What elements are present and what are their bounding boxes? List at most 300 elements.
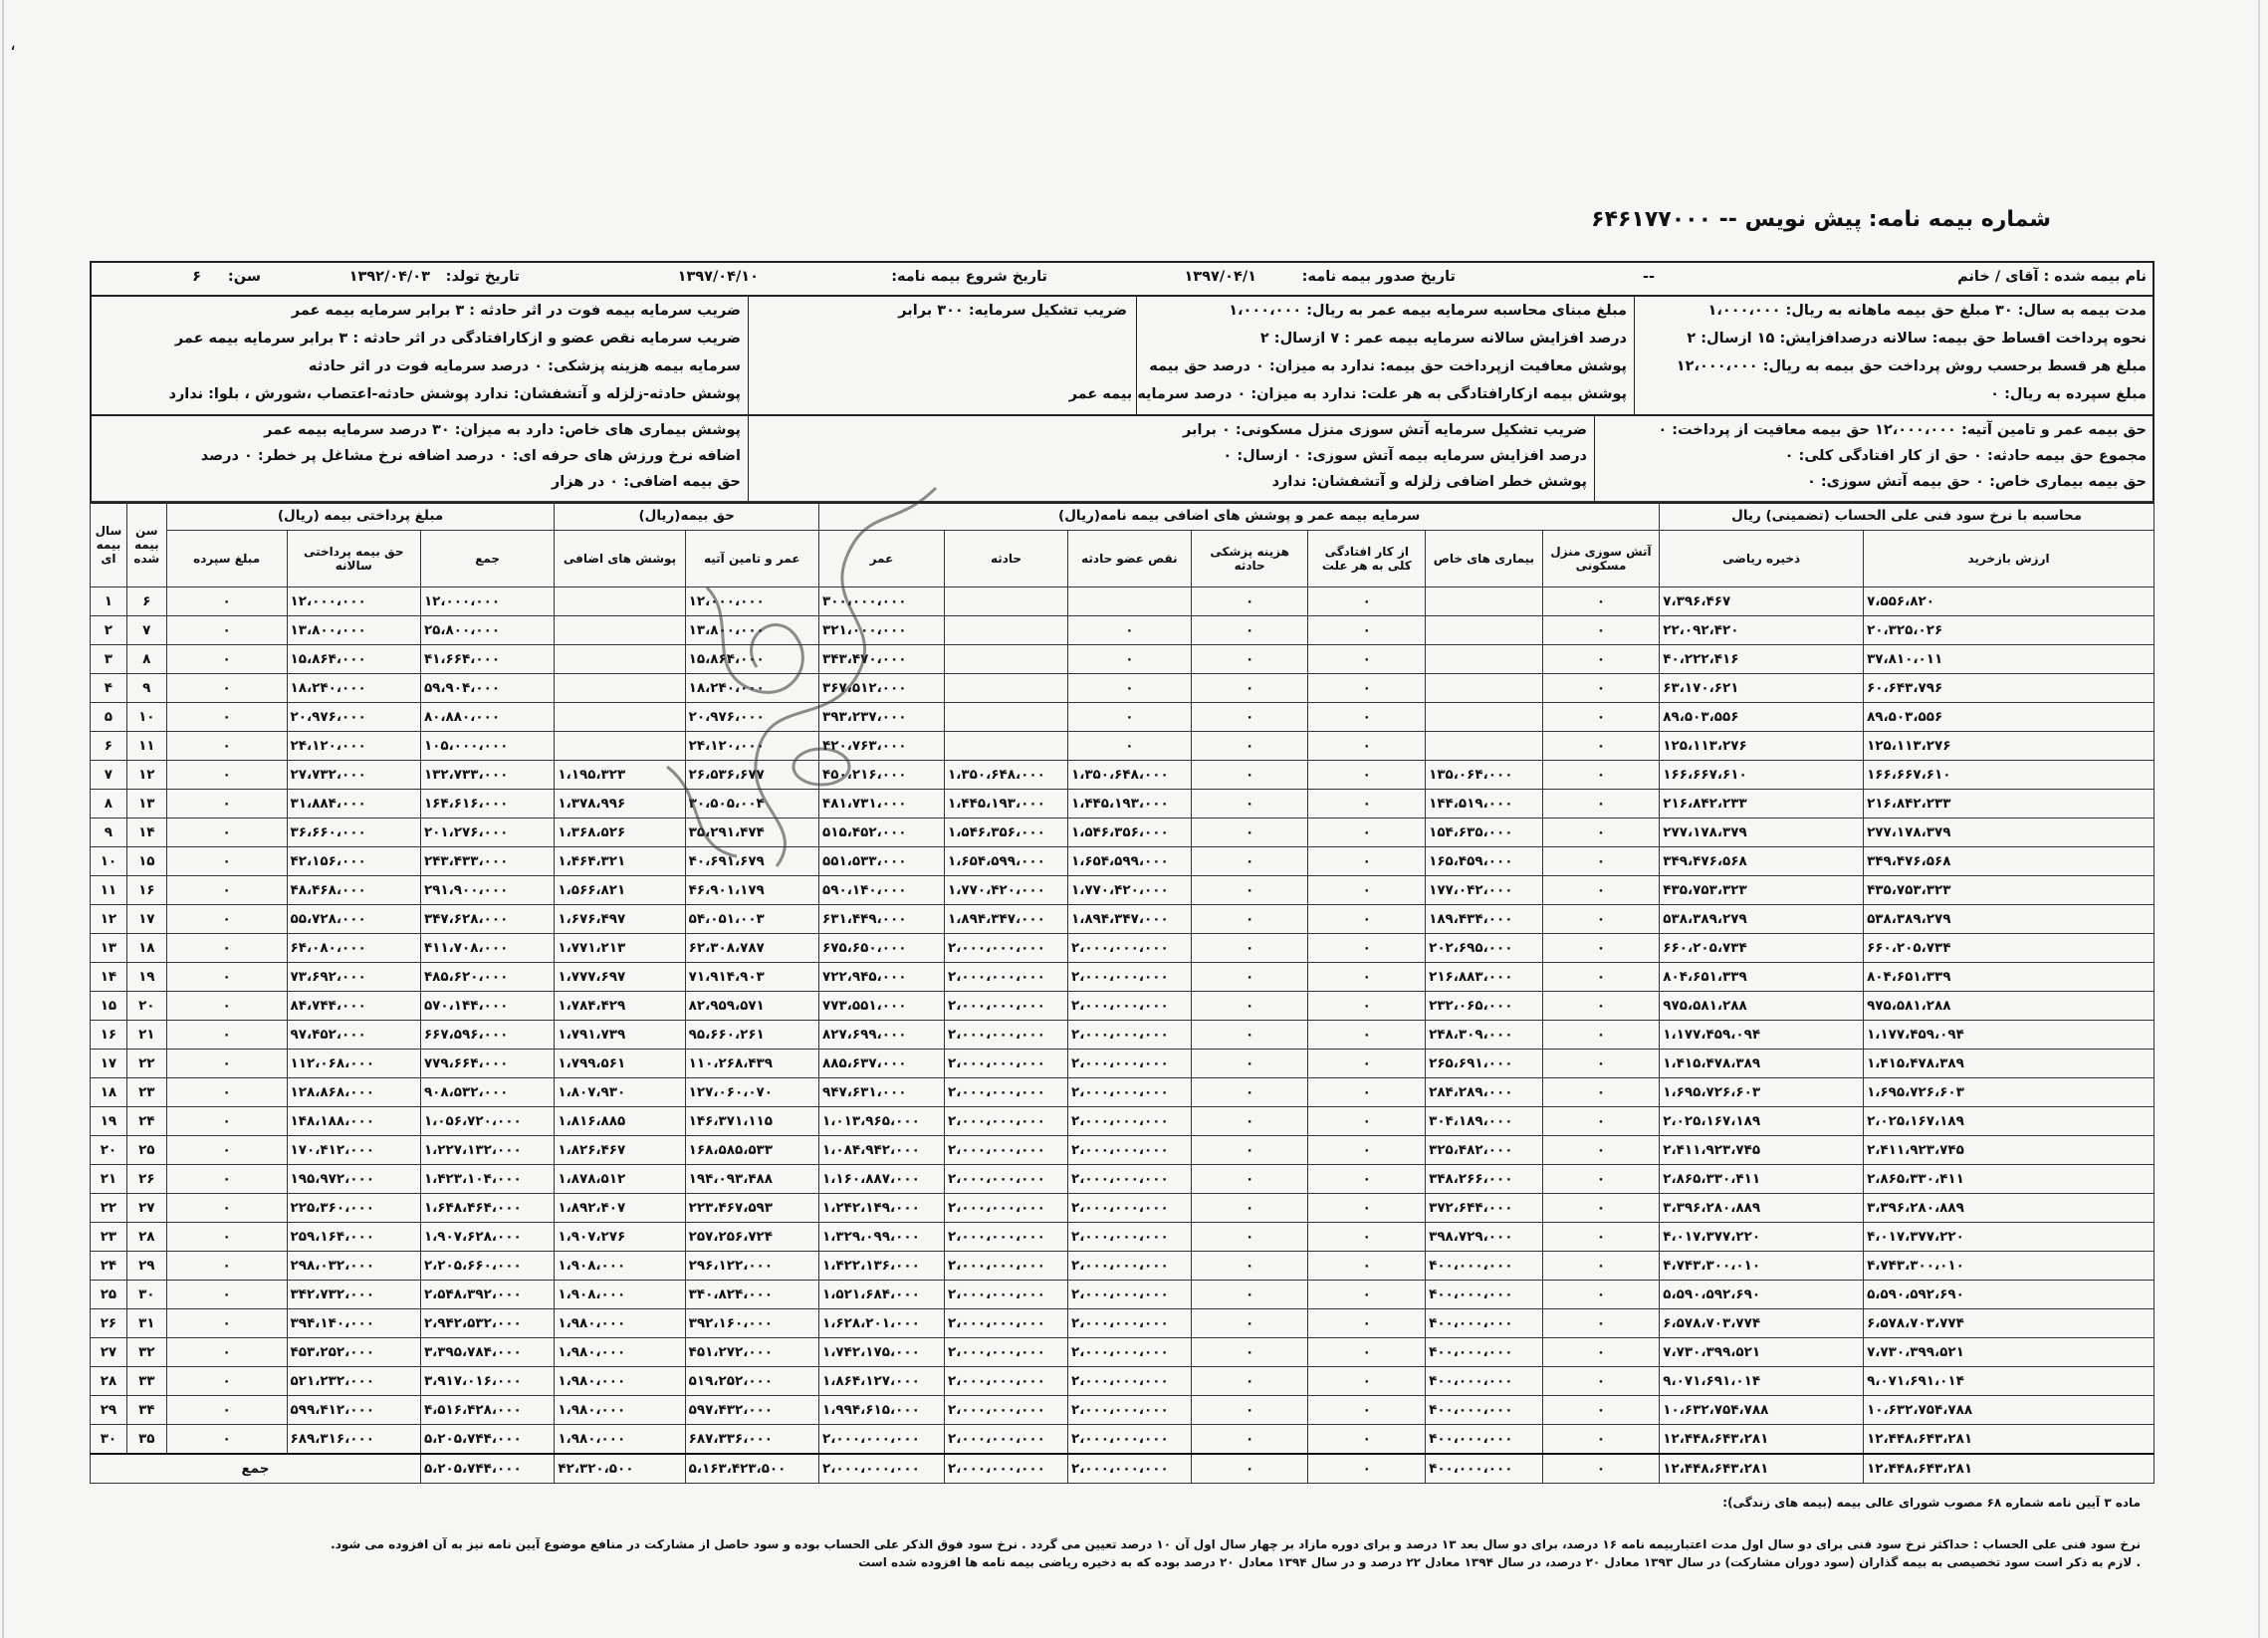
table-cell: ۰ [1067, 645, 1191, 674]
table-cell: ۰ [1308, 905, 1426, 934]
table-cell: ۱،۸۰۷،۹۳۰ [555, 1078, 685, 1107]
table-cell: ۲۸ [91, 1367, 127, 1396]
table-cell: ۰ [166, 1021, 287, 1050]
table-cell: ۴،۵۱۶،۴۲۸،۰۰۰ [420, 1396, 554, 1425]
table-cell: ۴۰۰،۰۰۰،۰۰۰ [1426, 1281, 1543, 1309]
table-cell: ۱،۲۲۷،۱۳۲،۰۰۰ [420, 1136, 554, 1165]
table-cell: ۲۶ [91, 1309, 127, 1338]
table-row [91, 761, 2155, 790]
insured-info-row [92, 263, 2153, 297]
footer-note-3: . لازم به ذکر است سود تخصیصی به بیمه گذاران (سود دوران مشارکت) در سال ۱۳۹۳ معادل ۲۰ درصد، در سال ۱۳۹۴ معادل ۲۲ درصد و در سال ۱۳۹۴ معادل ۲۰ درصد بوده که به ذخیره ریاضی بیمه نامه ها افزوده شده است [858, 1555, 2141, 1569]
table-cell: ۰ [166, 1136, 287, 1165]
table-cell: ۰ [1308, 1223, 1426, 1252]
b1-c1-line1: مدت بیمه به سال: ۳۰ مبلغ حق بیمه ماهانه به ریال: ۱،۰۰۰،۰۰۰ [1707, 303, 2147, 319]
insured-label: نام بیمه شده : آقای / خانم [1957, 269, 2147, 285]
column-header: آتش سوزی منزل مسکونی [1542, 531, 1660, 587]
table-cell: ۴۵۰،۲۱۶،۰۰۰ [819, 761, 945, 790]
table-cell: ۰ [1191, 1425, 1308, 1455]
b2-c2-line3: پوشش خطر اضافی زلزله و آتشفشان: ندارد [1271, 474, 1587, 490]
table-cell: ۴ [91, 674, 127, 703]
table-cell: ۳۱،۸۸۴،۰۰۰ [287, 790, 420, 819]
coverage-block-1 [92, 297, 2153, 416]
table-cell: ۲۴،۱۲۰،۰۰۰ [287, 732, 420, 761]
table-cell: ۰ [166, 934, 287, 963]
table-cell: ۰ [1308, 1252, 1426, 1281]
table-cell: ۶۳،۱۷۰،۶۲۱ [1660, 674, 1864, 703]
table-cell: ۳،۳۹۶،۲۸۰،۸۸۹ [1864, 1194, 2155, 1223]
sum-cell: ۰ [1191, 1454, 1308, 1484]
table-cell: ۵۱۹،۲۵۲،۰۰۰ [685, 1367, 818, 1396]
column-header: نقص عضو حادثه [1067, 531, 1191, 587]
table-cell: ۲،۰۰۰،۰۰۰،۰۰۰ [1067, 1021, 1191, 1050]
table-cell: ۲۰ [126, 992, 166, 1021]
b2-c3-line1: پوشش بیماری های خاص: دارد به میزان: ۳۰ درصد سرمایه بیمه عمر [264, 422, 741, 438]
table-cell: ۱۶ [126, 876, 166, 905]
table-cell: ۷،۷۳۰،۳۹۹،۵۲۱ [1864, 1338, 2155, 1367]
table-cell: ۰ [1191, 1396, 1308, 1425]
table-cell: ۸۹،۵۰۳،۵۵۶ [1864, 703, 2155, 732]
sum-cell: ۱۲،۴۴۸،۶۴۳،۲۸۱ [1864, 1454, 2155, 1484]
table-cell [945, 674, 1068, 703]
column-header: ارزش بازخرید [1864, 531, 2155, 587]
table-cell: ۱،۵۲۱،۶۸۴،۰۰۰ [819, 1281, 945, 1309]
table-cell: ۲،۰۰۰،۰۰۰،۰۰۰ [945, 1425, 1068, 1455]
table-cell: ۲،۸۶۵،۳۳۰،۴۱۱ [1864, 1165, 2155, 1194]
table-cell: ۳۲ [126, 1338, 166, 1367]
table-cell: ۱۷ [126, 905, 166, 934]
table-row [91, 1194, 2155, 1223]
table-cell: ۲،۴۱۱،۹۲۳،۷۴۵ [1660, 1136, 1864, 1165]
table-cell: ۷۳،۶۹۲،۰۰۰ [287, 963, 420, 992]
sum-cell: ۰ [1542, 1454, 1660, 1484]
table-cell: ۲۳۲،۰۶۵،۰۰۰ [1426, 992, 1543, 1021]
table-cell: ۲۳ [91, 1223, 127, 1252]
table-cell: ۱،۷۴۲،۱۷۵،۰۰۰ [819, 1338, 945, 1367]
table-cell: ۲،۰۰۰،۰۰۰،۰۰۰ [819, 1425, 945, 1455]
table-cell: ۱،۶۴۸،۴۶۴،۰۰۰ [420, 1194, 554, 1223]
table-row [91, 1252, 2155, 1281]
table-cell: ۰ [1191, 1107, 1308, 1136]
table-cell: ۱۱ [91, 876, 127, 905]
table-cell: ۰ [1308, 1338, 1426, 1367]
table-cell: ۲۶ [126, 1165, 166, 1194]
table-cell: ۱،۹۰۸،۰۰۰ [555, 1281, 685, 1309]
table-row [91, 963, 2155, 992]
table-cell: ۱،۹۸۰،۰۰۰ [555, 1396, 685, 1425]
table-cell: ۱۲،۰۰۰،۰۰۰ [420, 587, 554, 616]
table-cell: ۰ [166, 1165, 287, 1194]
table-cell: ۰ [1308, 1425, 1426, 1455]
table-cell: ۰ [1308, 732, 1426, 761]
group-calc: محاسبه با نرخ سود فنی علی الحساب (تضمینی) ریال [1660, 502, 2155, 531]
table-cell: ۰ [1308, 645, 1426, 674]
table-cell: ۲۶۵،۶۹۱،۰۰۰ [1426, 1050, 1543, 1078]
table-cell: ۱۱ [126, 732, 166, 761]
table-cell: ۴۰،۲۲۲،۴۱۶ [1660, 645, 1864, 674]
table-cell: ۹،۰۷۱،۶۹۱،۰۱۴ [1660, 1367, 1864, 1396]
b1-c1-line4: مبلغ سپرده به ریال: ۰ [1990, 386, 2147, 402]
column-header: ذخیره ریاضی [1660, 531, 1864, 587]
table-cell: ۰ [1191, 992, 1308, 1021]
table-cell: ۱،۱۶۰،۸۸۷،۰۰۰ [819, 1165, 945, 1194]
table-cell: ۲،۰۰۰،۰۰۰،۰۰۰ [1067, 1136, 1191, 1165]
table-cell: ۸۰۴،۶۵۱،۳۳۹ [1864, 963, 2155, 992]
table-cell: ۰ [1308, 1281, 1426, 1309]
table-cell: ۱۱۲،۰۶۸،۰۰۰ [287, 1050, 420, 1078]
table-cell: ۳۹۴،۱۴۰،۰۰۰ [287, 1309, 420, 1338]
table-cell: ۰ [1542, 1021, 1660, 1050]
table-cell: ۳۰ [126, 1281, 166, 1309]
table-cell: ۱،۰۸۴،۹۴۲،۰۰۰ [819, 1136, 945, 1165]
table-cell: ۰ [1191, 1136, 1308, 1165]
table-cell: ۳۴۹،۴۷۶،۵۶۸ [1864, 847, 2155, 876]
table-cell: ۱،۵۴۶،۳۵۶،۰۰۰ [1067, 819, 1191, 847]
table-cell: ۴،۰۱۷،۳۷۷،۲۲۰ [1864, 1223, 2155, 1252]
column-header: عمر [819, 531, 945, 587]
footer-note-2: نرخ سود فنی علی الحساب : حداکثر نرخ سود فنی برای دو سال اول مدت اعتباربیمه نامه ۱۶ درصد، برای دو سال بعد ۱۳ درصد و برای دوره مازاد بر چهار سال اول آن ۱۰ درصد تعیین می گردد . نرخ سود فوق الذکر علی الحساب بوده و سود حاصل از مشارکت در منافع موضوع آیین نامه نیز به آن افزوده می شود. [331, 1537, 2141, 1551]
sum-row [91, 1454, 2155, 1484]
table-cell: ۲،۰۰۰،۰۰۰،۰۰۰ [1067, 1223, 1191, 1252]
table-cell: ۰ [1542, 1396, 1660, 1425]
group-header-row [91, 502, 2155, 531]
table-cell: ۰ [1308, 934, 1426, 963]
table-cell: ۱،۴۱۵،۴۷۸،۳۸۹ [1660, 1050, 1864, 1078]
table-cell: ۳۵ [126, 1425, 166, 1455]
table-cell: ۱،۶۷۶،۴۹۷ [555, 905, 685, 934]
table-cell [945, 645, 1068, 674]
table-cell: ۲۷،۷۳۲،۰۰۰ [287, 761, 420, 790]
table-cell: ۰ [1191, 645, 1308, 674]
table-row [91, 847, 2155, 876]
table-cell: ۱۳۵،۰۶۴،۰۰۰ [1426, 761, 1543, 790]
table-cell: ۴،۰۱۷،۳۷۷،۲۲۰ [1660, 1223, 1864, 1252]
sum-cell: ۲،۰۰۰،۰۰۰،۰۰۰ [945, 1454, 1068, 1484]
table-cell: ۲۱۶،۸۴۲،۲۳۳ [1660, 790, 1864, 819]
table-cell: ۲،۰۰۰،۰۰۰،۰۰۰ [1067, 1165, 1191, 1194]
table-cell: ۵۵،۷۲۸،۰۰۰ [287, 905, 420, 934]
table-cell: ۰ [1308, 616, 1426, 645]
b2-c2-line2: درصد افزایش سرمایه بیمه آتش سوزی: ۰ ازسال: ۰ [1223, 448, 1587, 464]
sum-cell: ۲،۰۰۰،۰۰۰،۰۰۰ [1067, 1454, 1191, 1484]
table-cell: ۴۰۰،۰۰۰،۰۰۰ [1426, 1338, 1543, 1367]
table-cell: ۶۷۵،۶۵۰،۰۰۰ [819, 934, 945, 963]
b1-c2-line4: پوشش بیمه ازکارافتادگی به هر علت: ندارد به میزان: ۰ درصد سرمایه بیمه عمر [1068, 386, 1627, 402]
col-age: سن بیمه شده [126, 502, 166, 587]
table-cell: ۲۱ [91, 1165, 127, 1194]
b1-c1-line3: مبلغ هر قسط برحسب روش پرداخت حق بیمه به ریال: ۱۲،۰۰۰،۰۰۰ [1676, 358, 2147, 374]
table-cell: ۲۱۶،۸۸۳،۰۰۰ [1426, 963, 1543, 992]
column-header: بیماری های خاص [1426, 531, 1543, 587]
table-cell: ۷۱،۹۱۴،۹۰۳ [685, 963, 818, 992]
table-cell [1067, 587, 1191, 616]
table-cell: ۳۴۷،۶۲۸،۰۰۰ [420, 905, 554, 934]
table-cell: ۲۰،۹۷۶،۰۰۰ [287, 703, 420, 732]
column-header-row [91, 531, 2155, 587]
start-date: ۱۳۹۷/۰۴/۱۰ [677, 269, 759, 285]
table-cell: ۹ [126, 674, 166, 703]
table-cell: ۰ [166, 1050, 287, 1078]
b1-c4-line2: ضریب سرمایه نقص عضو و ازکارافتادگی در اثر حادثه : ۳ برابر سرمایه بیمه عمر [174, 331, 741, 347]
table-cell [945, 616, 1068, 645]
table-cell: ۲،۰۰۰،۰۰۰،۰۰۰ [945, 1136, 1068, 1165]
table-cell: ۱،۹۸۰،۰۰۰ [555, 1309, 685, 1338]
table-cell: ۴۰۰،۰۰۰،۰۰۰ [1426, 1252, 1543, 1281]
table-row [91, 1281, 2155, 1309]
projection-rows [91, 587, 2155, 1484]
table-cell: ۰ [166, 1367, 287, 1396]
table-cell [555, 587, 685, 616]
b1-c3-line1: ضریب تشکیل سرمایه: ۳۰۰ برابر [898, 303, 1127, 319]
table-cell: ۱،۳۷۸،۹۹۶ [555, 790, 685, 819]
table-cell: ۵۳۸،۳۸۹،۲۷۹ [1864, 905, 2155, 934]
table-cell: ۰ [1542, 819, 1660, 847]
table-cell: ۲،۰۰۰،۰۰۰،۰۰۰ [945, 1194, 1068, 1223]
table-cell: ۴۵۱،۲۷۲،۰۰۰ [685, 1338, 818, 1367]
table-cell: ۰ [1308, 1107, 1426, 1136]
table-cell: ۰ [1191, 934, 1308, 963]
table-cell: ۱۰،۶۳۲،۷۵۴،۷۸۸ [1864, 1396, 2155, 1425]
table-cell: ۰ [1542, 587, 1660, 616]
table-cell: ۵،۵۹۰،۵۹۲،۶۹۰ [1864, 1281, 2155, 1309]
table-cell: ۰ [1191, 1021, 1308, 1050]
table-cell: ۱۵،۸۶۴،۰۰۰ [287, 645, 420, 674]
corner-mark: ، [10, 34, 16, 55]
table-cell: ۸۰۴،۶۵۱،۳۳۹ [1660, 963, 1864, 992]
table-cell: ۱۸ [126, 934, 166, 963]
table-row [91, 1396, 2155, 1425]
insured-value: -- [1642, 269, 1655, 285]
table-cell: ۳۹۸،۷۲۹،۰۰۰ [1426, 1223, 1543, 1252]
table-cell: ۱،۷۷۰،۴۲۰،۰۰۰ [1067, 876, 1191, 905]
table-cell: ۰ [1542, 674, 1660, 703]
table-cell: ۲۷۷،۱۷۸،۳۷۹ [1864, 819, 2155, 847]
table-cell: ۲،۰۰۰،۰۰۰،۰۰۰ [1067, 1396, 1191, 1425]
table-cell: ۰ [1067, 616, 1191, 645]
table-cell: ۰ [1191, 674, 1308, 703]
table-cell: ۱۳،۸۰۰،۰۰۰ [685, 616, 818, 645]
table-cell: ۰ [1191, 761, 1308, 790]
table-cell: ۲،۰۰۰،۰۰۰،۰۰۰ [1067, 1309, 1191, 1338]
sum-cell: ۵،۲۰۵،۷۴۴،۰۰۰ [420, 1454, 554, 1484]
table-cell: ۳۴۳،۴۷۰،۰۰۰ [819, 645, 945, 674]
table-cell: ۱۲ [91, 905, 127, 934]
issue-date-label: تاریخ صدور بیمه نامه: [1301, 269, 1456, 285]
table-cell: ۱،۹۰۸،۰۰۰ [555, 1252, 685, 1281]
table-cell: ۰ [1191, 1050, 1308, 1078]
table-cell: ۱۲،۰۰۰،۰۰۰ [685, 587, 818, 616]
table-cell [555, 645, 685, 674]
group-coverage: سرمایه بیمه عمر و پوشش های اضافی بیمه نامه(ریال) [819, 502, 1660, 531]
table-cell: ۱ [91, 587, 127, 616]
b1-c4-line3: سرمایه بیمه هزینه پزشکی: ۰ درصد سرمایه فوت در اثر حادثه [308, 358, 741, 374]
table-cell: ۱۹۵،۹۷۲،۰۰۰ [287, 1165, 420, 1194]
table-cell [1426, 645, 1543, 674]
table-cell: ۱۹ [126, 963, 166, 992]
table-cell: ۳۶،۶۶۰،۰۰۰ [287, 819, 420, 847]
table-cell: ۱۷ [91, 1050, 127, 1078]
table-cell: ۲،۰۰۰،۰۰۰،۰۰۰ [1067, 992, 1191, 1021]
table-cell: ۳۴۰،۸۲۴،۰۰۰ [685, 1281, 818, 1309]
table-cell: ۲،۰۰۰،۰۰۰،۰۰۰ [945, 1223, 1068, 1252]
table-cell: ۱،۹۹۴،۶۱۵،۰۰۰ [819, 1396, 945, 1425]
table-cell: ۱،۶۵۴،۵۹۹،۰۰۰ [945, 847, 1068, 876]
birth-date: ۱۳۹۲/۰۴/۰۳ [348, 269, 430, 285]
table-cell: ۰ [1191, 819, 1308, 847]
table-cell: ۰ [1308, 1309, 1426, 1338]
table-cell: ۰ [1542, 1136, 1660, 1165]
table-cell: ۲،۰۰۰،۰۰۰،۰۰۰ [1067, 1281, 1191, 1309]
table-cell: ۹۵،۶۶۰،۲۶۱ [685, 1021, 818, 1050]
table-cell: ۲۱۶،۸۴۲،۲۳۳ [1864, 790, 2155, 819]
table-cell: ۰ [1308, 587, 1426, 616]
b1-c2-line3: پوشش معافیت ازپرداخت حق بیمه: ندارد به میزان: ۰ درصد حق بیمه [1149, 358, 1627, 374]
table-cell: ۱۶ [91, 1021, 127, 1050]
table-cell: ۳۷۲،۶۴۴،۰۰۰ [1426, 1194, 1543, 1223]
table-cell: ۶۰،۶۴۳،۷۹۶ [1864, 674, 2155, 703]
table-cell: ۳۰۰،۰۰۰،۰۰۰ [819, 587, 945, 616]
column-header: هزینه پزشکی حادثه [1191, 531, 1308, 587]
table-cell: ۱،۷۸۴،۴۲۹ [555, 992, 685, 1021]
table-cell: ۲۴ [91, 1252, 127, 1281]
table-row [91, 732, 2155, 761]
table-cell: ۲۷ [91, 1338, 127, 1367]
table-cell: ۱۵۴،۶۳۵،۰۰۰ [1426, 819, 1543, 847]
table-cell: ۱،۷۷۰،۴۲۰،۰۰۰ [945, 876, 1068, 905]
table-cell: ۰ [1191, 1223, 1308, 1252]
table-cell: ۰ [1542, 905, 1660, 934]
table-cell: ۱۲،۴۴۸،۶۴۳،۲۸۱ [1660, 1425, 1864, 1455]
table-cell: ۱،۶۵۴،۵۹۹،۰۰۰ [1067, 847, 1191, 876]
table-cell: ۷،۳۹۶،۴۶۷ [1660, 587, 1864, 616]
table-cell: ۷۲۲،۹۴۵،۰۰۰ [819, 963, 945, 992]
table-cell: ۰ [1308, 703, 1426, 732]
table-cell: ۱،۸۲۶،۴۶۷ [555, 1136, 685, 1165]
table-cell: ۱،۳۵۰،۶۴۸،۰۰۰ [945, 761, 1068, 790]
table-cell: ۲۴،۱۲۰،۰۰۰ [685, 732, 818, 761]
table-row [91, 790, 2155, 819]
table-cell: ۴۶،۹۰۱،۱۷۹ [685, 876, 818, 905]
table-cell: ۷۷۳،۵۵۱،۰۰۰ [819, 992, 945, 1021]
table-cell: ۲،۰۰۰،۰۰۰،۰۰۰ [1067, 1107, 1191, 1136]
table-cell: ۰ [166, 703, 287, 732]
table-cell [945, 703, 1068, 732]
table-cell: ۲۴ [126, 1107, 166, 1136]
table-cell: ۴۳۵،۷۵۳،۳۲۳ [1660, 876, 1864, 905]
table-cell: ۲،۰۰۰،۰۰۰،۰۰۰ [945, 1367, 1068, 1396]
sum-cell: ۴۰۰،۰۰۰،۰۰۰ [1426, 1454, 1543, 1484]
table-cell: ۲۸۴،۲۸۹،۰۰۰ [1426, 1078, 1543, 1107]
table-cell: ۲،۰۰۰،۰۰۰،۰۰۰ [945, 1396, 1068, 1425]
table-cell: ۰ [1191, 703, 1308, 732]
sum-cell: ۱۲،۴۴۸،۶۴۳،۲۸۱ [1660, 1454, 1864, 1484]
table-cell [555, 616, 685, 645]
table-cell: ۲،۰۰۰،۰۰۰،۰۰۰ [945, 1021, 1068, 1050]
table-cell: ۲۳ [126, 1078, 166, 1107]
table-cell: ۱۲،۴۴۸،۶۴۳،۲۸۱ [1864, 1425, 2155, 1455]
table-cell: ۴۰۰،۰۰۰،۰۰۰ [1426, 1367, 1543, 1396]
table-cell: ۳۰،۵۰۵،۰۰۴ [685, 790, 818, 819]
table-cell: ۱،۸۷۸،۵۱۲ [555, 1165, 685, 1194]
table-cell [945, 587, 1068, 616]
table-cell: ۶ [91, 732, 127, 761]
table-cell: ۳،۳۹۵،۷۸۴،۰۰۰ [420, 1338, 554, 1367]
table-cell: ۰ [1308, 1078, 1426, 1107]
table-cell: ۲،۵۴۸،۳۹۲،۰۰۰ [420, 1281, 554, 1309]
table-cell: ۲۰۱،۲۷۶،۰۰۰ [420, 819, 554, 847]
table-cell: ۱۱۰،۲۶۸،۴۳۹ [685, 1050, 818, 1078]
table-cell: ۸ [91, 790, 127, 819]
table-cell: ۰ [166, 905, 287, 934]
table-row [91, 1050, 2155, 1078]
table-cell: ۱۸،۲۴۰،۰۰۰ [287, 674, 420, 703]
table-cell: ۰ [1191, 732, 1308, 761]
table-cell: ۲،۰۰۰،۰۰۰،۰۰۰ [945, 1252, 1068, 1281]
table-cell: ۲،۰۰۰،۰۰۰،۰۰۰ [1067, 1194, 1191, 1223]
table-cell: ۳۴ [126, 1396, 166, 1425]
table-cell: ۶۶۷،۵۹۶،۰۰۰ [420, 1021, 554, 1050]
table-cell: ۰ [1308, 1396, 1426, 1425]
table-cell: ۲،۰۰۰،۰۰۰،۰۰۰ [945, 1309, 1068, 1338]
table-cell: ۱،۹۸۰،۰۰۰ [555, 1367, 685, 1396]
table-cell: ۰ [1542, 1194, 1660, 1223]
table-cell: ۵۵۱،۵۳۳،۰۰۰ [819, 847, 945, 876]
table-cell: ۰ [1191, 905, 1308, 934]
table-cell: ۱۰،۶۳۲،۷۵۴،۷۸۸ [1660, 1396, 1864, 1425]
table-row [91, 645, 2155, 674]
column-header: مبلغ سپرده [166, 531, 287, 587]
table-cell: ۲،۹۴۲،۵۳۲،۰۰۰ [420, 1309, 554, 1338]
table-cell: ۰ [1542, 1309, 1660, 1338]
table-cell: ۹۷۵،۵۸۱،۲۸۸ [1864, 992, 2155, 1021]
table-row [91, 703, 2155, 732]
table-cell: ۲۰ [91, 1136, 127, 1165]
table-row [91, 616, 2155, 645]
table-cell: ۴۲۰،۷۶۳،۰۰۰ [819, 732, 945, 761]
b1-c4-line4: پوشش حادثه-زلزله و آتشفشان: ندارد پوشش حادثه-اعتصاب ،شورش ، بلوا: ندارد [168, 386, 741, 402]
table-cell: ۲۷ [126, 1194, 166, 1223]
table-cell: ۱،۹۸۰،۰۰۰ [555, 1425, 685, 1455]
table-cell: ۰ [1191, 1252, 1308, 1281]
table-cell: ۸۲،۹۵۹،۵۷۱ [685, 992, 818, 1021]
table-cell: ۶،۵۷۸،۷۰۳،۷۷۴ [1660, 1309, 1864, 1338]
b2-c1-line3: حق بیمه بیماری خاص: ۰ حق بیمه آتش سوزی: ۰ [1806, 474, 2147, 490]
table-cell: ۲۲۵،۳۶۰،۰۰۰ [287, 1194, 420, 1223]
table-row [91, 1078, 2155, 1107]
table-cell: ۰ [1191, 1078, 1308, 1107]
table-cell: ۱۲۵،۱۱۳،۲۷۶ [1660, 732, 1864, 761]
table-cell: ۹۷۵،۵۸۱،۲۸۸ [1660, 992, 1864, 1021]
table-cell: ۴۰،۶۹۱،۶۷۹ [685, 847, 818, 876]
table-cell: ۱۲۵،۱۱۳،۲۷۶ [1864, 732, 2155, 761]
table-cell: ۲۵،۸۰۰،۰۰۰ [420, 616, 554, 645]
table-cell: ۰ [1067, 674, 1191, 703]
table-cell: ۰ [166, 963, 287, 992]
table-cell: ۴۸۱،۷۳۱،۰۰۰ [819, 790, 945, 819]
table-cell [1426, 732, 1543, 761]
table-cell: ۰ [1542, 963, 1660, 992]
table-cell: ۱۴۸،۱۸۸،۰۰۰ [287, 1107, 420, 1136]
table-cell [1426, 587, 1543, 616]
table-cell: ۲،۸۶۵،۳۳۰،۴۱۱ [1660, 1165, 1864, 1194]
table-cell: ۱،۸۹۲،۴۰۷ [555, 1194, 685, 1223]
table-cell: ۱۸،۲۴۰،۰۰۰ [685, 674, 818, 703]
table-cell: ۰ [1308, 1050, 1426, 1078]
column-header: پوشش های اضافی [555, 531, 685, 587]
table-cell: ۴۰۰،۰۰۰،۰۰۰ [1426, 1396, 1543, 1425]
table-cell: ۶۳۱،۴۴۹،۰۰۰ [819, 905, 945, 934]
table-cell: ۱۳،۸۰۰،۰۰۰ [287, 616, 420, 645]
table-row [91, 1165, 2155, 1194]
